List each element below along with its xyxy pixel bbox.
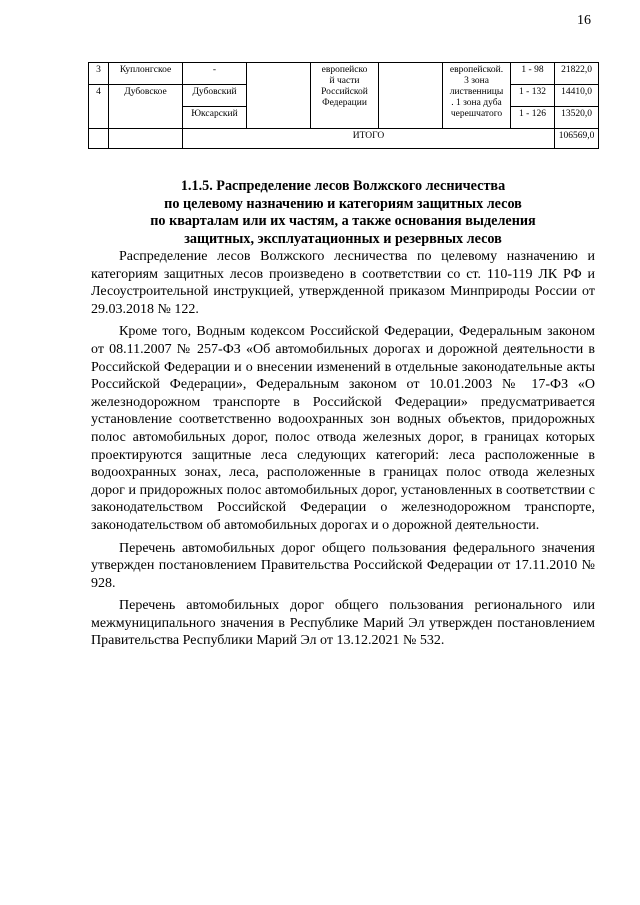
table-cell-num: 3 — [89, 63, 109, 85]
paragraph: Кроме того, Водным кодексом Российской Федерации, Федеральным законом от 08.11.2007 № 257-ФЗ «Об автомобильных дорогах и дорожной деятельности в Российской Федерации и о внесении изменений в отдельные законодательные акты Российской Федерации», Федеральным законом от 10.01.2003 № 17-ФЗ «О железнодорожном транспорте в Российской Федерации» предусматривается установление соответственно водоохранных зон водных объектов, придорожных полос автомобильных дорог, полос отвода железных дорог, в границах которых проектируются защитные леса следующих категорий: леса расположенные в водоохранных зонах, леса, расположенные в границах полос отвода железных дорог и придорожных полос автомобильных дорог, установленных в соответствии с законодательством Российской Федерации о железнодорожном транспорте, законодательством об автомобильных дорогах и о дорожной деятельности. — [91, 324, 595, 533]
paragraph: Распределение лесов Волжского лесничества по целевому назначению и категориям защитных лесов произведено в соответствии со ст. 110-119 ЛК РФ и Лесоустроительной инструкцией, утвержденной приказом Минприроды России от 29.03.2018 № 122. — [91, 249, 595, 317]
page-number: 16 — [577, 13, 591, 28]
heading-line: по целевому назначению и категориям защитных лесов — [164, 195, 522, 212]
table-cell-forestry: Куплонгское — [109, 63, 183, 85]
heading-line: по кварталам или их частям, а также основания выделения — [150, 213, 536, 230]
table-cell-num: 4 — [89, 85, 109, 129]
table-row — [89, 63, 599, 85]
table-cell-tract: Дубовский — [183, 85, 247, 107]
table-total-row — [89, 129, 599, 149]
table-cell-quarters: 1 - 132 — [511, 85, 555, 107]
paragraph: Перечень автомобильных дорог общего пользования федерального значения утвержден постановлением Правительства Российской Федерации от 17.11.2010 № 928. — [91, 540, 595, 591]
table-cell-subzone: европейской. 3 зона лиственницы . 1 зона дуба черешчатого — [443, 63, 511, 129]
table-cell-empty — [89, 129, 109, 149]
table-cell-area: 14410,0 — [555, 85, 599, 107]
table-cell-quarters: 1 - 126 — [511, 107, 555, 129]
forest-distribution-table — [88, 62, 599, 149]
heading-line: 1.1.5. Распределение лесов Волжского лесничества — [180, 178, 506, 194]
table-cell-tract: Юксарский — [183, 107, 247, 129]
section-body — [91, 248, 595, 655]
table-total-label: ИТОГО — [183, 129, 555, 149]
table-cell-empty — [247, 63, 311, 129]
section-heading — [88, 178, 598, 249]
table-cell-quarters: 1 - 98 — [511, 63, 555, 85]
heading-line: защитных, эксплуатационных и резервных лесов — [184, 231, 502, 248]
table-cell-tract: - — [183, 63, 247, 85]
table-cell-area: 21822,0 — [555, 63, 599, 85]
table-cell-zone: европейско й части Российской Федерации — [311, 63, 379, 129]
table-cell-area: 13520,0 — [555, 107, 599, 129]
table-cell-empty — [109, 129, 183, 149]
table-cell-empty — [379, 63, 443, 129]
table-total-value: 106569,0 — [555, 129, 599, 149]
table-cell-forestry: Дубовское — [109, 85, 183, 129]
paragraph: Перечень автомобильных дорог общего пользования регионального или межмуниципального значения в Республике Марий Эл утвержден постановлением Правительства Республики Марий Эл от 13.12.2021 № 532. — [91, 598, 595, 649]
